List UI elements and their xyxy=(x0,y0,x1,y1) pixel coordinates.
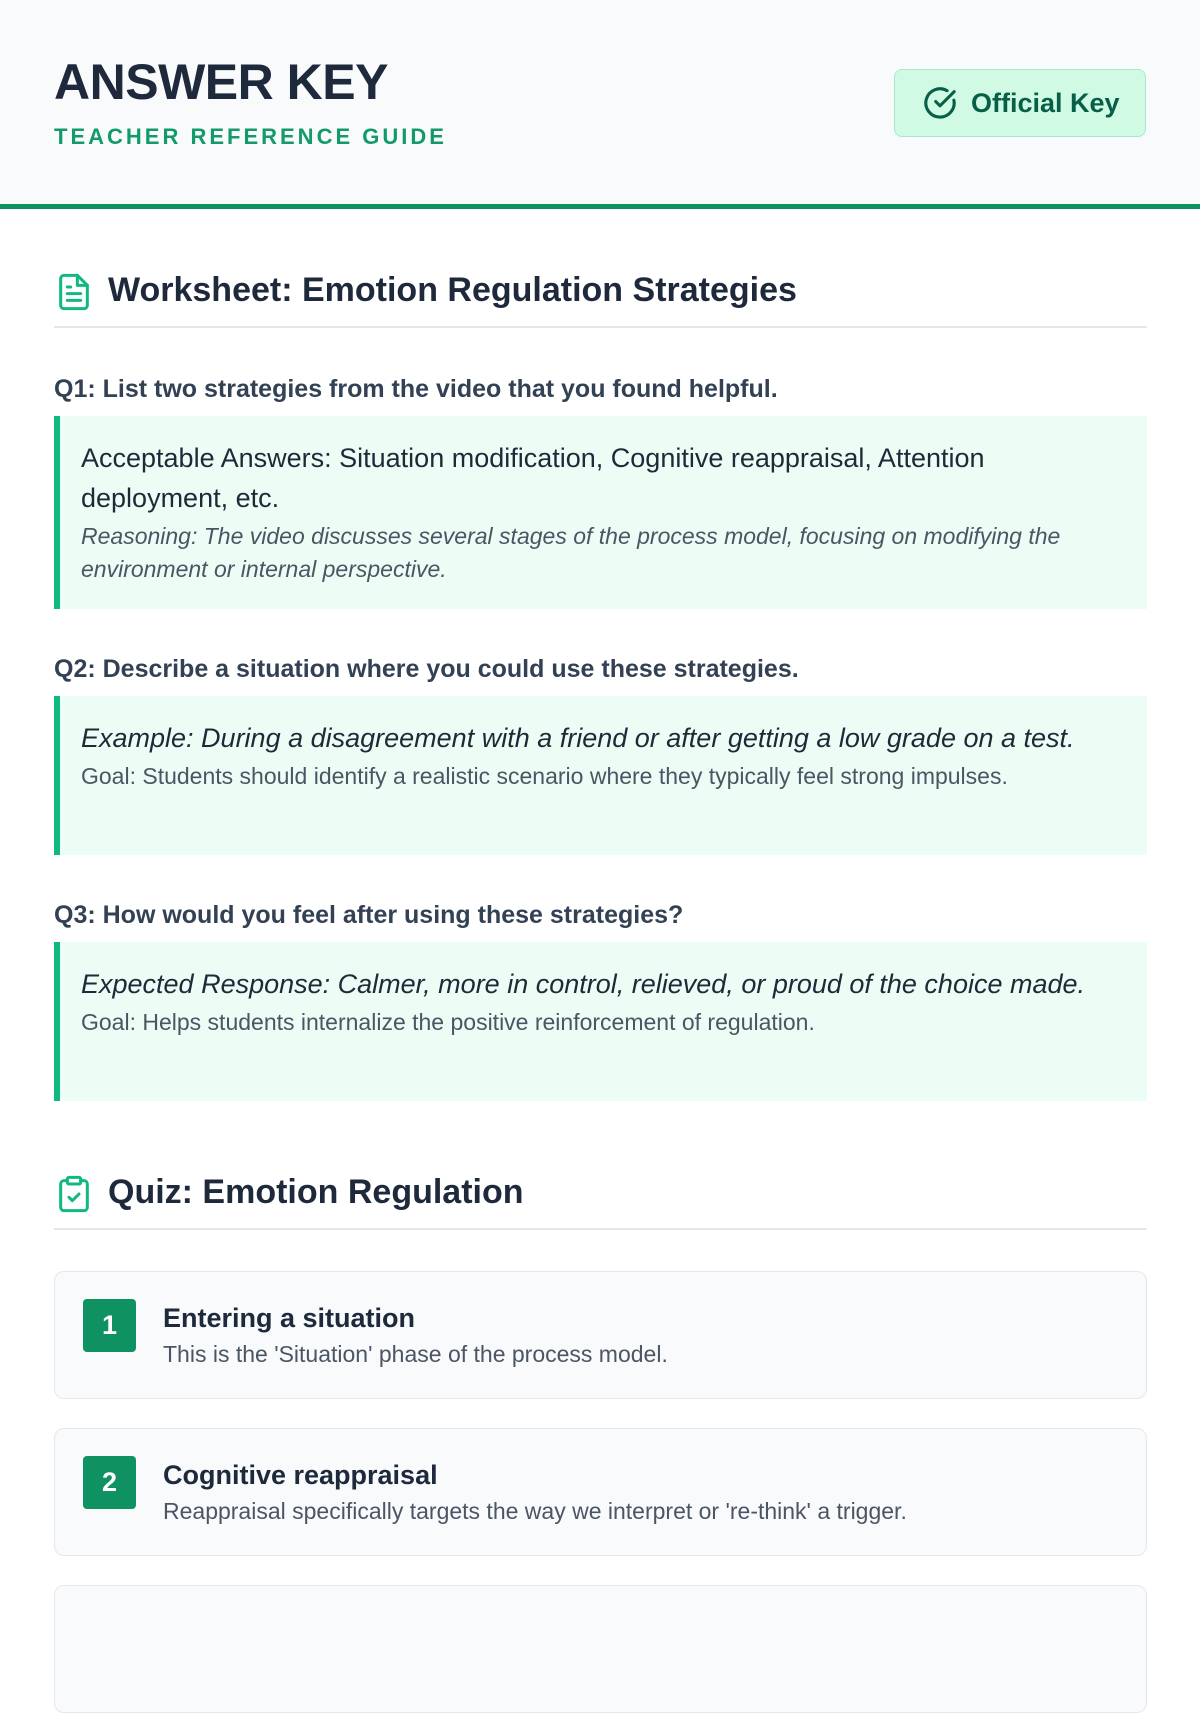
question-3: Q3: How would you feel after using these strategies? xyxy=(54,901,684,929)
quiz-title: Quiz: Emotion Regulation xyxy=(108,1173,524,1211)
page-title: ANSWER KEY xyxy=(54,54,388,110)
quiz-item-partial xyxy=(54,1585,1147,1713)
worksheet-section-header xyxy=(54,270,1147,328)
worksheet-title: Worksheet: Emotion Regulation Strategies xyxy=(108,271,797,309)
header xyxy=(0,0,1200,209)
document-icon xyxy=(54,272,94,312)
answer-box-1 xyxy=(54,416,1147,609)
answer-box-2 xyxy=(54,696,1147,855)
quiz-item-answer: Cognitive reappraisal xyxy=(163,1460,438,1490)
quiz-section-header xyxy=(54,1172,1147,1230)
answer-note-1: Reasoning: The video discusses several stages of the process model, focusing on modifying the environment or internal perspective. xyxy=(81,523,1061,582)
clipboard-check-icon xyxy=(54,1174,94,1214)
quiz-item-explanation: This is the 'Situation' phase of the process model. xyxy=(163,1341,668,1367)
answer-note-2: Goal: Students should identify a realistic scenario where they typically feel strong impulses. xyxy=(81,763,1008,789)
quiz-item-explanation: Reappraisal specifically targets the way we interpret or 're-think' a trigger. xyxy=(163,1498,907,1524)
check-circle-icon xyxy=(923,86,957,120)
badge-label: Official Key xyxy=(971,87,1120,118)
quiz-item-number: 2 xyxy=(83,1456,136,1509)
answer-text-3: Expected Response: Calmer, more in control, relieved, or proud of the choice made. xyxy=(81,969,1086,999)
quiz-item-answer: Entering a situation xyxy=(163,1303,416,1333)
quiz-item-number: 1 xyxy=(83,1299,136,1352)
answer-text-1: Acceptable Answers: Situation modification, Cognitive reappraisal, Attention deployment, etc. xyxy=(81,443,985,513)
answer-note-3: Goal: Helps students internalize the positive reinforcement of regulation. xyxy=(81,1009,815,1035)
quiz-item xyxy=(54,1271,1147,1399)
answer-box-3 xyxy=(54,942,1147,1101)
quiz-item xyxy=(54,1428,1147,1556)
question-1: Q1: List two strategies from the video that you found helpful. xyxy=(54,375,778,403)
page-subtitle: TEACHER REFERENCE GUIDE xyxy=(54,124,447,149)
question-2: Q2: Describe a situation where you could use these strategies. xyxy=(54,655,799,683)
answer-text-2: Example: During a disagreement with a friend or after getting a low grade on a test. xyxy=(81,723,1075,753)
official-key-badge xyxy=(894,69,1146,137)
